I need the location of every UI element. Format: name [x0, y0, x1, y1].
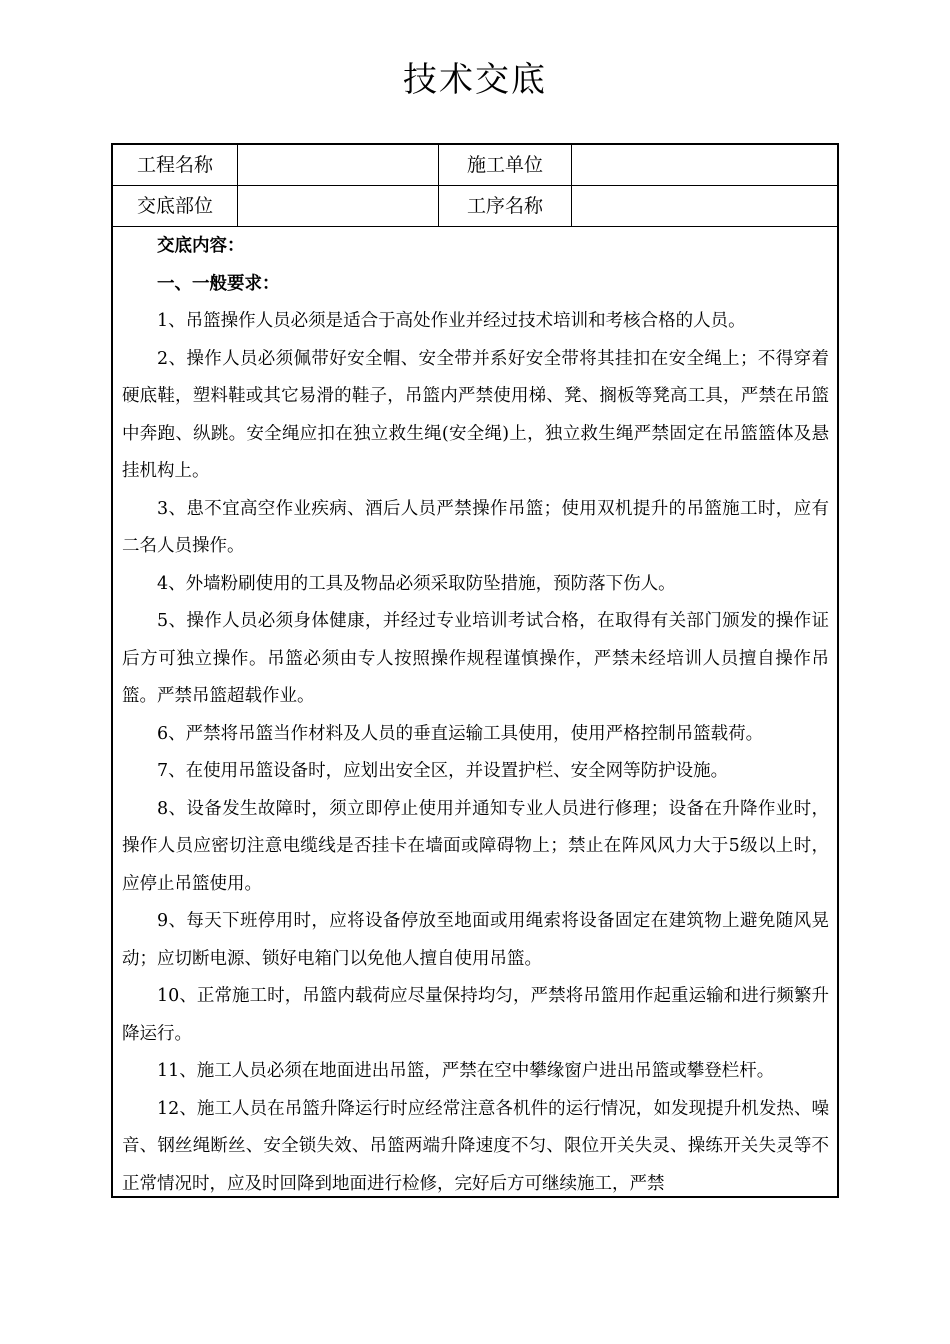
- page-title: 技术交底: [403, 60, 547, 100]
- requirement-item: 8、设备发生故障时，须立即停止使用并通知专业人员进行修理；设备在升降作业时，操作人员应密切注意电缆线是否挂卡在墙面或障碍物上；禁止在阵风风力大于5级以上时，应停止吊篮使用。: [122, 798, 829, 894]
- project-name-label: 工程名称: [113, 145, 238, 185]
- construction-unit-value: [572, 145, 837, 185]
- requirement-item: 1、吊篮操作人员必须是适合于高处作业并经过技术培训和考核合格的人员。: [157, 311, 746, 331]
- requirement-item: 3、患不宜高空作业疾病、酒后人员严禁操作吊篮；使用双机提升的吊篮施工时，应有二名人员操作。: [122, 498, 829, 556]
- header-row-1: [113, 145, 837, 186]
- section-title: 一、一般要求：: [157, 273, 280, 294]
- process-name-label: 工序名称: [439, 186, 572, 226]
- disclosure-content: [113, 228, 837, 1196]
- process-name-value: [572, 186, 837, 226]
- requirement-item: 7、在使用吊篮设备时，应划出安全区，并设置护栏、安全网等防护设施。: [157, 761, 729, 781]
- requirement-item: 9、每天下班停用时，应将设备停放至地面或用绳索将设备固定在建筑物上避免随风晃动；应切断电源、锁好电箱门以免他人擅自使用吊篮。: [122, 911, 829, 969]
- requirement-item: 6、严禁将吊篮当作材料及人员的垂直运输工具使用，使用严格控制吊篮载荷。: [157, 723, 764, 744]
- construction-unit-label: 施工单位: [439, 145, 572, 185]
- requirement-item: 11、施工人员必须在地面进出吊篮，严禁在空中攀缘窗户进出吊篮或攀登栏杆。: [157, 1061, 775, 1081]
- project-name-value: [238, 145, 439, 185]
- disclosure-part-value: [238, 186, 439, 226]
- content-heading: 交底内容：: [157, 236, 245, 256]
- requirement-item: 5、操作人员必须身体健康，并经过专业培训考试合格，在取得有关部门颁发的操作证后方可独立操作。吊篮必须由专人按照操作规程谨慎操作，严禁未经培训人员擅自操作吊篮。严禁吊篮超载作业。: [122, 611, 829, 706]
- disclosure-part-label: 交底部位: [113, 186, 238, 226]
- requirement-item: 4、外墙粉刷使用的工具及物品必须采取防坠措施，预防落下伤人。: [157, 573, 676, 594]
- requirement-item: 12、施工人员在吊篮升降运行时应经常注意各机件的运行情况，如发现提升机发热、噪音、钢丝绳断丝、安全锁失效、吊篮两端升降速度不匀、限位开关失灵、操练开关失灵等不正常情况时，应及时回降到地面进行检修，完好后方可继续施工，严禁: [122, 1098, 829, 1194]
- disclosure-form: [111, 143, 839, 1198]
- requirement-item: 2、操作人员必须佩带好安全帽、安全带并系好安全带将其挂扣在安全绳上；不得穿着硬底鞋，塑料鞋或其它易滑的鞋子，吊篮内严禁使用梯、凳、搁板等凳高工具，严禁在吊篮中奔跑、纵跳。安全绳应扣在独立救生绳(安全绳)上，独立救生绳严禁固定在吊篮篮体及悬挂机构上。: [122, 348, 829, 481]
- header-row-2: [113, 186, 837, 227]
- requirement-item: 10、正常施工时，吊篮内载荷应尽量保持均匀，严禁将吊篮用作起重运输和进行频繁升降运行。: [122, 986, 829, 1044]
